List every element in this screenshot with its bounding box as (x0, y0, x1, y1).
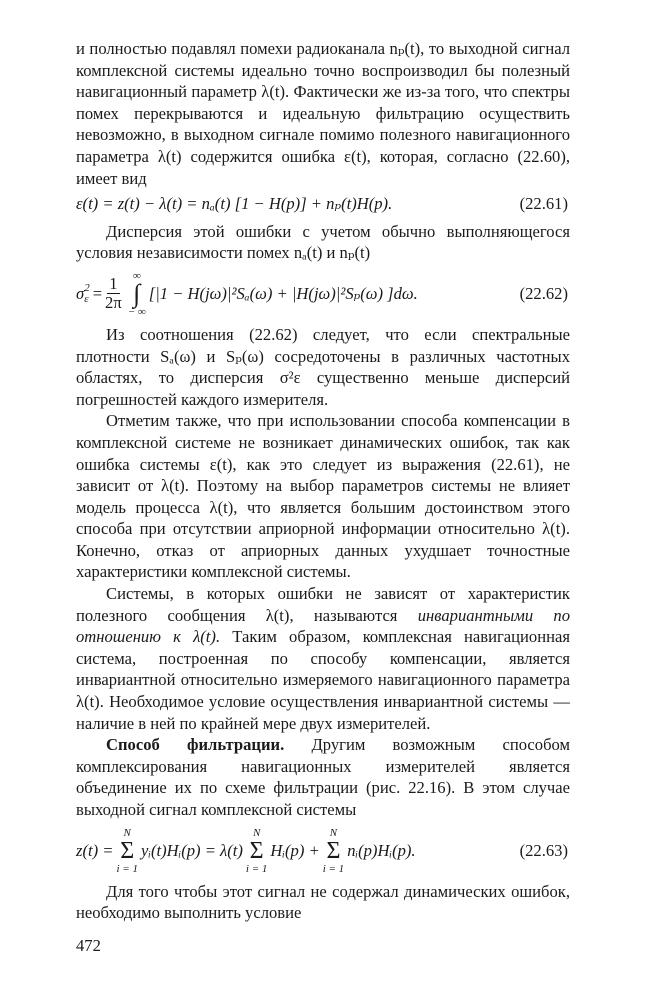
integral-upper-limit: ∞ (132, 269, 141, 282)
paragraph-1: и полностью подавлял помехи радиоканала nₚ(t), то выходной сигнал комплексной системы идеально точно воспроизводил бы полезный навигационный параметр λ(t). Фактически же из-за того, что спектры помех перекрываются и идеальную фильтрацию осуществить невозможно, в выходном сигнале помимо полезного навигационного параметра λ(t) содержится ошибка ε(t), которая, согласно (22.60), имеет вид (76, 39, 570, 188)
paragraph-4: Отметим также, что при использовании способа компенсации в комплексной системе не возникает динамических ошибок, так как ошибка системы ε(t), как это следует из выражения (22.61), не зависит от λ(t). Поэтому на выбор параметров системы не влияет модель процесса λ(t), что является большим достоинством этого способа при отсутствии априорной информации относительно λ(t). Конечно, отказ от априорных данных ухудшает точностные характеристики комплексной системы. (76, 411, 570, 582)
equation-22-61-number: (22.61) (519, 194, 568, 214)
sum-operator-3 (323, 827, 344, 875)
sum-3-lower: i = 1 (322, 862, 345, 875)
page-body (76, 38, 570, 924)
equation-22-61-expression: ε(t) = z(t) − λ(t) = nₐ(t) [1 − H(p)] + nₚ(t)H(p). (76, 194, 393, 214)
sigma-subscript: ε (84, 292, 89, 305)
sum-1-sign: Σ (120, 837, 135, 864)
eq63-lhs: z(t) = (76, 840, 114, 860)
paragraph-5 (76, 583, 570, 734)
equation-22-63-number: (22.63) (519, 840, 568, 860)
sum-2-lower: i = 1 (245, 862, 268, 875)
integrand: [|1 − H(jω)|²Sₐ(ω) + |H(jω)|²Sₚ(ω) ]dω. (148, 284, 418, 304)
equation-22-62-number: (22.62) (519, 284, 568, 304)
integral-operator (128, 270, 146, 318)
sum-3-sign: Σ (326, 837, 341, 864)
fraction-numerator: 1 (109, 274, 118, 294)
equation-22-63 (76, 827, 570, 875)
fraction-1-over-2pi (105, 275, 122, 312)
paragraph-6 (76, 734, 570, 820)
paragraph-5-italic-term: инвариантными по отношению к λ(t). (76, 605, 571, 647)
paragraph-6-text: Другим возможным способом комплексирования навигационных измерителей является объединение их по схеме фильтрации (рис. 22.16). В этом случае выходной сигнал комплексной системы (76, 735, 570, 819)
integral-sign: ∫ (133, 278, 141, 308)
equation-22-63-expression (76, 827, 416, 875)
equation-22-62-expression: σ 2 ε = $\frac{1}{2\pi}$ ∞ ∫ − ∞ [|1 − H(jω)|²Sₐ(ω) + |H(jω)|²Sₚ(ω) ]dω. (76, 269, 418, 318)
sigma-superscript: 2 (84, 281, 90, 294)
paragraph-2: Дисперсия этой ошибки с учетом обычно выполняющегося условия независимости помех nₐ(t) и nₚ(t) (76, 221, 570, 263)
paragraph-3: Из соотношения (22.62) следует, что если спектральные плотности Sₐ(ω) и Sₚ(ω) сосредоточены в различных частотных областях, то дисперсия σ²ε существенно меньше дисперсий погрешностей каждого измерителя. (76, 324, 570, 409)
eq63-term2: Hᵢ(p) + (270, 840, 320, 860)
paragraph-5-start: Системы, в которых ошибки не зависят от характеристик полезного сообщения λ(t), называются (76, 584, 570, 625)
paragraph-5-end: Таким образом, комплексная навигационная система, построенная по способу компенсации, является инвариантной относительно измеряемого навигационного параметра λ(t). Необходимое условие осуществления инвариантной системы — наличие в ней по крайней мере двух измерителей. (76, 627, 570, 733)
sum-2-sign: Σ (249, 837, 264, 864)
eq63-term1: yᵢ(t)Hᵢ(p) = λ(t) (140, 840, 243, 860)
sigma-symbol: σ (76, 284, 85, 304)
integral-lower-limit: − ∞ (127, 305, 146, 318)
sum-2-upper: N (252, 826, 261, 839)
fraction-denominator: 2π (105, 293, 122, 313)
equation-22-61 (76, 193, 570, 215)
section-heading-filtering: Способ фильтрации. (106, 735, 285, 755)
page-number: 472 (76, 936, 101, 955)
sigma-indices (84, 283, 90, 305)
paragraph-7: Для того чтобы этот сигнал не содержал динамических ошибок, необходимо выполнить условие (76, 881, 570, 923)
equation-22-62 (76, 270, 570, 318)
sum-operator-2 (246, 827, 267, 875)
sum-operator-1 (116, 827, 137, 875)
sum-1-upper: N (123, 826, 131, 839)
sum-1-lower: i = 1 (116, 862, 138, 875)
eq63-term3: nᵢ(p)Hᵢ(p). (347, 840, 416, 860)
sum-3-upper: N (329, 826, 338, 839)
